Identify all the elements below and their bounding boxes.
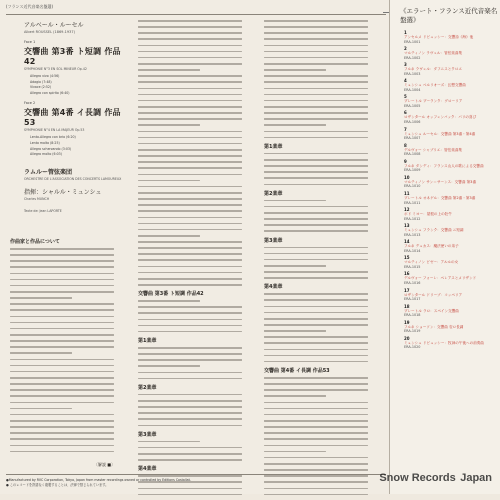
face-1-label: Face 1 — [24, 40, 36, 44]
catalog-item-title: ミュンシュ ドビュッシー：牧神の午後への前奏曲 — [404, 340, 484, 345]
catalog-item-title: プレートル ラロ：スペイン交響曲 — [404, 308, 459, 313]
text-line — [264, 432, 368, 434]
text-line — [138, 247, 242, 249]
work-2-movement: Lento molto (8:25) — [30, 140, 60, 145]
text-line — [138, 51, 242, 53]
catalog-item-title: フルネ ショーソン：交響曲 変ロ長調 — [404, 324, 464, 329]
catalog-item — [404, 46, 497, 60]
text-line — [10, 279, 114, 281]
section-heading: 第2楽章 — [264, 190, 283, 197]
catalog-item-number: 3 — [404, 62, 407, 68]
catalog-item — [404, 78, 497, 92]
text-line — [264, 69, 326, 71]
text-line — [138, 447, 242, 449]
text-line — [138, 186, 242, 188]
catalog-item-number: 9 — [404, 158, 407, 164]
text-line — [264, 293, 368, 295]
text-line — [264, 445, 368, 447]
text-line — [138, 353, 242, 355]
text-line — [264, 451, 326, 453]
text-line — [264, 463, 368, 465]
text-line — [138, 155, 242, 157]
text-line — [264, 165, 368, 167]
catalog-item — [404, 336, 497, 350]
text-line — [138, 32, 242, 34]
catalog-item-number: 12 — [404, 207, 410, 213]
text-line — [138, 118, 242, 120]
catalog-item-number: 1 — [404, 30, 407, 35]
text-line — [138, 69, 200, 71]
catalog-item-title: ボド ミヨー：屋根の上の牡牛 — [404, 212, 452, 217]
text-line — [264, 137, 368, 139]
text-line — [138, 272, 242, 274]
text-line — [138, 81, 242, 83]
text-line — [138, 149, 242, 151]
footer-notes — [6, 478, 191, 488]
text-line — [138, 223, 242, 225]
text-line — [138, 284, 242, 286]
text-line — [264, 184, 368, 186]
text-line — [138, 94, 242, 96]
text-line — [264, 306, 368, 308]
orchestra-name: ラムルー管弦楽団 — [24, 168, 72, 176]
catalog-item-title: マルティノン サン＝サーンス：交響曲 第3番 — [404, 179, 477, 184]
text-line — [264, 177, 368, 179]
text-line — [10, 260, 114, 262]
text-line — [138, 259, 242, 261]
text-line — [264, 475, 368, 477]
catalog-item-code: ERA-1001 — [404, 39, 421, 44]
catalog-item — [404, 110, 497, 124]
text-line — [264, 389, 368, 391]
text-line — [138, 359, 242, 361]
catalog-item — [404, 288, 497, 302]
text-line — [264, 402, 368, 404]
notes-column-2 — [138, 20, 242, 500]
text-line — [138, 198, 242, 200]
text-line — [264, 277, 368, 279]
catalog-item-code: ERA-1003 — [404, 71, 421, 76]
text-line — [138, 100, 242, 102]
text-line — [264, 469, 368, 471]
catalog-item-number: 14 — [404, 239, 410, 245]
work-2-movement: Lento-Allegro con brio (6:20) — [30, 135, 76, 140]
text-line — [10, 273, 114, 275]
text-line — [138, 38, 242, 40]
catalog-item-code: ERA-1008 — [404, 152, 421, 157]
text-line — [264, 45, 368, 47]
text-line — [10, 291, 114, 293]
work-2-title-en: SYMPHONIE N°4 EN LA MAJEUR Op.53 — [24, 128, 85, 133]
program-credits — [6, 18, 126, 213]
catalog-item — [404, 143, 497, 157]
catalog-item — [404, 320, 497, 334]
orchestra-name-en: ORCHESTRE DE L'ASSOCIATION DES CONCERTS LAMOUREUX — [24, 176, 122, 181]
catalog-item-code: ERA-1018 — [404, 313, 421, 318]
catalog-item-code: ERA-1006 — [404, 120, 421, 125]
text-line — [10, 377, 114, 379]
text-line — [264, 361, 368, 363]
catalog-item-title: ミュンシュ フランク：交響曲 ニ短調 — [404, 228, 464, 233]
text-line — [138, 319, 242, 321]
text-line — [138, 112, 242, 114]
text-line — [264, 63, 368, 65]
catalog-item — [404, 30, 497, 44]
catalog-item — [404, 304, 497, 318]
text-line — [264, 124, 326, 126]
text-line — [264, 100, 368, 102]
catalog-item-title: マルティノン ビゼー：アルルの女 — [404, 260, 459, 265]
text-line — [10, 445, 114, 447]
section-heading: 交響曲 第3番 ト短調 作品42 — [138, 291, 204, 298]
text-line — [138, 137, 242, 139]
text-line — [264, 159, 368, 161]
catalog-item-code: ERA-1010 — [404, 184, 421, 189]
composer-name-en: Albert ROUSSEL (1869-1937) — [24, 30, 75, 34]
text-line — [138, 204, 242, 206]
catalog-item-title: ミュンシュ ルーセル：交響曲 第3番・第4番 — [404, 131, 476, 136]
catalog-item-code: ERA-1007 — [404, 136, 421, 141]
text-line — [138, 124, 200, 126]
text-line — [138, 406, 242, 408]
text-line — [138, 347, 242, 349]
work-1-movement: Vivace (2:52) — [30, 85, 52, 90]
catalog-item-number: 6 — [404, 110, 407, 116]
text-line — [10, 359, 114, 361]
notes-signature: 〔解説 ■〕 — [94, 462, 116, 467]
text-line — [138, 459, 242, 461]
text-line — [264, 408, 368, 410]
text-line — [10, 371, 114, 373]
text-line — [138, 143, 242, 145]
text-line — [264, 218, 368, 220]
text-line — [264, 32, 368, 34]
catalog-item-code: ERA-1020 — [404, 345, 421, 350]
text-line — [264, 26, 368, 28]
text-line — [264, 171, 368, 173]
catalog-item-code: ERA-1004 — [404, 87, 421, 92]
catalog-list — [390, 30, 500, 349]
text-line — [264, 38, 368, 40]
catalog-item-title: マルティノン ラヴェル：管弦楽曲集 — [404, 51, 463, 56]
text-line — [264, 75, 368, 77]
text-line — [138, 312, 242, 314]
text-line — [10, 438, 114, 440]
catalog-item — [404, 207, 497, 221]
catalog-item-code: ERA-1012 — [404, 216, 421, 221]
series-catalog — [389, 0, 500, 494]
text-line — [10, 395, 114, 397]
text-line — [138, 106, 242, 108]
catalog-item-title: フルネ ラヴェル：ダフニスとクロエ — [404, 67, 463, 72]
text-line — [264, 253, 368, 255]
catalog-item-number: 7 — [404, 126, 407, 132]
text-line — [10, 426, 114, 428]
text-line — [138, 394, 242, 396]
catalog-item-title: デルヴォー フォーレ：ペレアスとメリザンド — [404, 276, 477, 281]
text-line — [10, 309, 114, 311]
catalog-item-code: ERA-1013 — [404, 232, 421, 237]
text-line — [138, 161, 242, 163]
text-line — [10, 334, 114, 336]
catalog-item-code: ERA-1016 — [404, 281, 421, 285]
text-line — [264, 106, 368, 108]
text-line — [138, 131, 242, 133]
catalog-item-title: ロザンタール ドリーブ：コッペリア — [404, 292, 463, 297]
text-line — [138, 412, 242, 414]
text-line — [264, 457, 368, 459]
catalog-item-code: ERA-1014 — [404, 248, 421, 253]
text-line — [138, 266, 242, 268]
text-line — [138, 325, 242, 327]
catalog-item-title: フルネ デュカス：魔法使いの弟子 — [404, 244, 459, 249]
catalog-item-code: ERA-1005 — [404, 103, 421, 108]
text-line — [138, 63, 242, 65]
text-line — [264, 131, 368, 133]
catalog-item — [404, 175, 497, 189]
section-heading: 第3楽章 — [264, 237, 283, 244]
work-1-movement: Adagio (7:48) — [30, 79, 52, 84]
text-line — [138, 217, 242, 219]
catalog-item-title: アンセルメ ドビュッシー：交響詩《海》他 — [404, 35, 474, 39]
text-line — [264, 206, 368, 208]
catalog-item-number: 15 — [404, 255, 410, 261]
catalog-item — [404, 127, 497, 141]
text-line — [264, 318, 368, 320]
conductor-name-en: Charles MUNCH — [24, 196, 50, 201]
work-1-movement: Allegro vivo (4:56) — [30, 74, 60, 78]
catalog-item — [404, 239, 497, 253]
catalog-item-number: 19 — [404, 319, 410, 325]
text-line — [10, 420, 114, 422]
text-line — [264, 271, 368, 273]
text-line — [10, 322, 114, 324]
text-line — [264, 312, 368, 314]
text-line — [10, 340, 114, 342]
text-line — [138, 306, 242, 308]
catalog-item — [404, 159, 497, 173]
text-line — [264, 259, 368, 261]
text-line — [264, 57, 368, 59]
copyright-note: ● このレコードを許諾なく複製することは、法律で禁じられています。 — [6, 482, 109, 487]
text-line — [138, 20, 242, 22]
text-line — [138, 453, 242, 455]
manufacturer-note: ●Manufactured by RVC Corporation, Tokyo, Japan from master recordings owned or controlled by Editions Costallat. — [6, 478, 191, 482]
text-line — [138, 365, 200, 367]
text-line — [138, 167, 242, 169]
text-line — [264, 118, 368, 120]
text-line — [10, 402, 114, 404]
text-line — [10, 346, 114, 348]
catalog-item-number: 11 — [404, 190, 410, 196]
text-line — [10, 352, 72, 354]
text-line — [264, 247, 368, 249]
catalog-item-title: プレートル プーランク：グローリア — [404, 99, 463, 104]
notes-author: Texte de: Jean LAPORTE — [24, 208, 62, 213]
section-heading: 作曲家と作品について — [10, 239, 60, 245]
text-line — [10, 365, 114, 367]
catalog-item-number: 2 — [404, 46, 407, 52]
text-line — [138, 235, 200, 237]
catalog-item-number: 18 — [404, 303, 410, 309]
notes-column-1 — [10, 236, 114, 457]
text-line — [264, 330, 326, 332]
catalog-item-code: ERA-1009 — [404, 168, 421, 173]
text-line — [10, 389, 114, 391]
notes-column-3 — [264, 20, 368, 500]
text-line — [264, 212, 368, 214]
text-line — [264, 88, 368, 90]
catalog-item-number: 17 — [404, 287, 410, 293]
catalog-item-number: 4 — [404, 78, 407, 84]
text-line — [10, 254, 114, 256]
catalog-item-code: ERA-1017 — [404, 297, 421, 302]
text-line — [138, 400, 242, 402]
section-heading: 第3楽章 — [138, 431, 157, 438]
text-line — [264, 94, 368, 96]
text-line — [264, 112, 368, 114]
work-1-movement: Allegro con spirito (6:40) — [30, 90, 70, 95]
watermark-text: Snow Records — [379, 472, 456, 484]
text-line — [264, 224, 368, 226]
text-line — [10, 408, 72, 410]
conductor-name: 指揮：シャルル・ミュンシュ — [24, 188, 102, 196]
catalog-item — [404, 223, 497, 237]
work-2-movement: Allegro molto (6:03) — [30, 152, 62, 157]
text-line — [138, 475, 242, 477]
text-line — [138, 210, 242, 212]
section-heading: 第1楽章 — [264, 143, 283, 150]
catalog-item-title: デルヴォー シャブリエ：管弦楽曲集 — [404, 147, 463, 152]
text-line — [138, 229, 242, 231]
text-line — [138, 75, 242, 77]
section-heading: 第2楽章 — [138, 384, 157, 391]
text-line — [264, 481, 368, 483]
text-line — [10, 248, 114, 250]
text-line — [264, 324, 368, 326]
watermark — [379, 468, 492, 486]
catalog-item-number: 5 — [404, 94, 407, 100]
series-caption: (フランス近代音楽名盤選) — [6, 4, 54, 9]
text-line — [10, 266, 114, 268]
text-line — [138, 331, 242, 333]
text-line — [264, 377, 368, 379]
catalog-item-title: プレートル オネゲル：交響曲 第2番・第3番 — [404, 195, 476, 200]
catalog-item-code: ERA-1019 — [404, 329, 421, 334]
catalog-item-number: 13 — [404, 223, 410, 229]
text-line — [138, 300, 200, 302]
work-2-movement: Allegro scherzando (3:03) — [30, 146, 72, 151]
catalog-title: 《エラート・フランス近代音楽名盤選》 — [400, 7, 498, 24]
text-line — [138, 441, 200, 443]
work-1-title: 交響曲 第3番 ト短調 作品42 — [24, 47, 121, 66]
text-line — [10, 285, 114, 287]
text-line — [138, 253, 242, 255]
work-2-title: 交響曲 第4番 イ長調 作品53 — [24, 108, 121, 128]
text-line — [138, 372, 242, 374]
text-line — [264, 414, 368, 416]
section-heading: 第4楽章 — [264, 284, 283, 291]
text-line — [264, 383, 368, 385]
section-heading: 第4楽章 — [138, 466, 157, 473]
catalog-item-number: 8 — [404, 142, 407, 148]
text-line — [10, 414, 114, 416]
text-line — [264, 265, 326, 267]
text-line — [138, 192, 242, 194]
text-line — [138, 26, 242, 28]
text-line — [138, 174, 242, 176]
catalog-item — [404, 191, 497, 205]
text-line — [264, 51, 368, 53]
catalog-item-code: ERA-1002 — [404, 55, 421, 60]
catalog-item-code: ERA-1015 — [404, 264, 421, 269]
text-line — [138, 57, 242, 59]
catalog-item-number: 20 — [404, 335, 410, 341]
composer-name: アルベール・ルーセル — [24, 22, 84, 29]
catalog-item — [404, 62, 497, 76]
text-line — [264, 395, 326, 397]
catalog-item — [404, 271, 497, 285]
watermark-text: Japan — [460, 472, 492, 484]
catalog-item-number: 16 — [404, 271, 410, 277]
text-line — [264, 488, 368, 490]
catalog-item-code: ERA-1011 — [404, 200, 421, 205]
text-line — [264, 299, 368, 301]
catalog-item — [404, 94, 497, 108]
text-line — [10, 451, 114, 453]
catalog-item-title: フルネ ダンディ：フランス山人の歌による交響曲 — [404, 163, 484, 168]
text-line — [264, 20, 368, 22]
text-line — [10, 328, 114, 330]
text-line — [264, 200, 326, 202]
text-line — [264, 420, 368, 422]
text-line — [138, 278, 242, 280]
text-line — [138, 241, 242, 243]
text-line — [10, 432, 114, 434]
text-line — [264, 438, 368, 440]
text-line — [264, 349, 368, 351]
text-line — [264, 342, 368, 344]
text-line — [264, 230, 368, 232]
text-line — [138, 488, 242, 490]
face-2-label: Face 2 — [24, 101, 36, 106]
text-line — [138, 88, 242, 90]
text-line — [10, 383, 114, 385]
text-line — [138, 418, 242, 420]
text-line — [10, 297, 72, 299]
text-line — [138, 180, 200, 182]
section-heading: 第1楽章 — [138, 338, 157, 345]
text-line — [264, 355, 368, 357]
top-rule — [6, 14, 386, 15]
text-line — [264, 426, 368, 428]
text-line — [10, 303, 114, 305]
catalog-item — [404, 255, 497, 269]
text-line — [138, 425, 242, 427]
section-heading: 交響曲 第4番 イ長調 作品53 — [264, 368, 330, 375]
catalog-item-title: ロザンタール オッフェンバック：パリの喜び — [404, 115, 477, 120]
text-line — [264, 81, 368, 83]
work-1-title-en: SYMPHONIE N°3 EN SOL MINEUR Op.42 — [24, 67, 87, 71]
text-line — [264, 336, 368, 338]
text-line — [138, 378, 242, 380]
text-line — [138, 45, 242, 47]
catalog-item-number: 10 — [404, 174, 410, 180]
text-line — [264, 153, 368, 155]
catalog-item-title: ミュンシュ ベルリオーズ：幻想交響曲 — [404, 83, 466, 88]
text-line — [10, 316, 114, 318]
